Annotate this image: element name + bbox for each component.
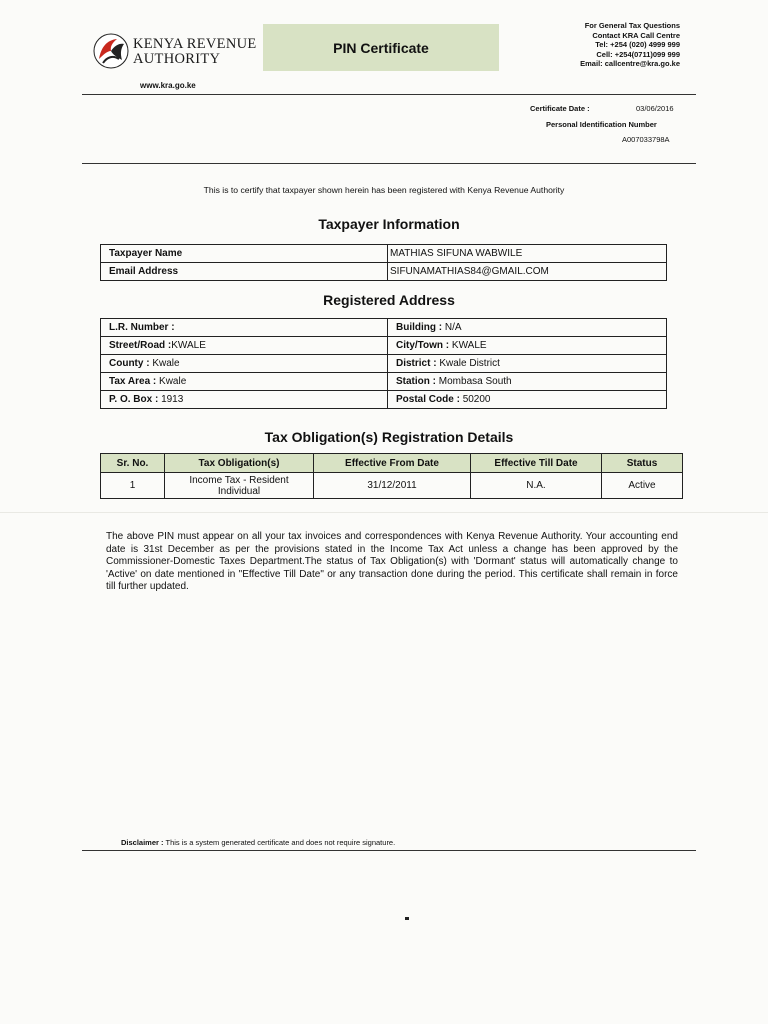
- building-label: Building :: [396, 322, 443, 333]
- sr-no-cell: 1: [101, 473, 165, 499]
- col-header: Effective Till Date: [471, 454, 602, 473]
- org-name: [133, 37, 257, 67]
- contact-block: [520, 21, 680, 69]
- street-label: Street/Road :: [109, 340, 172, 351]
- paper-fold-line: [0, 512, 768, 513]
- taxpayer-heading: Taxpayer Information: [318, 216, 460, 232]
- obligations-table: [100, 453, 683, 499]
- website: www.kra.go.ke: [140, 81, 196, 90]
- postal-code-value: 50200: [462, 394, 491, 405]
- email-value: SIFUNAMATHIAS84@GMAIL.COM: [388, 263, 667, 281]
- table-row: [101, 373, 667, 391]
- obligation-line: Individual: [217, 485, 261, 497]
- table-row: [101, 263, 667, 281]
- pin-label: Personal Identification Number: [546, 120, 657, 129]
- po-box-value: 1913: [161, 394, 184, 405]
- tax-area-value: Kwale: [159, 376, 187, 387]
- section-divider: [82, 163, 696, 164]
- notice-paragraph: The above PIN must appear on all your tax invoices and correspondences with Kenya Revenue Authority. Your accounting end date is 31st December as per the provisions stated in the Income Tax Act unless a change has been approved by the Commissioner-Domestic Taxes Department.The status of Tax Obligation(s) with 'Dormant' status will automatically change to 'Active' on date mentioned in "Effective Till Date" or any transaction done during the period. This certificate shall remain in force till further updated.: [106, 531, 678, 593]
- kra-lion-logo: [93, 33, 129, 69]
- disclaimer-text: This is a system generated certificate and does not require signature.: [165, 838, 396, 847]
- footer-divider: [82, 850, 696, 851]
- disclaimer-label: Disclaimer :: [121, 838, 164, 847]
- tax-area-label: Tax Area :: [109, 376, 157, 387]
- effective-till-cell: N.A.: [471, 473, 602, 499]
- lr-number-label: L.R. Number :: [109, 322, 175, 333]
- org-name-line1: KENYA REVENUE: [133, 36, 257, 52]
- table-row: [101, 473, 683, 499]
- table-row: [101, 337, 667, 355]
- building-value: N/A: [444, 322, 462, 333]
- effective-from-cell: 31/12/2011: [314, 473, 471, 499]
- table-row: [101, 355, 667, 373]
- postal-code-label: Postal Code :: [396, 394, 460, 405]
- district-label: District :: [396, 358, 437, 369]
- obligation-cell: [165, 473, 314, 499]
- org-name-line2: AUTHORITY: [133, 51, 221, 67]
- col-header: Sr. No.: [101, 454, 165, 473]
- contact-line: Tel: +254 (020) 4999 999: [595, 40, 680, 50]
- county-value: Kwale: [152, 358, 180, 369]
- taxpayer-name-label: Taxpayer Name: [101, 245, 388, 263]
- status-cell: Active: [602, 473, 683, 499]
- city-value: KWALE: [451, 340, 487, 351]
- station-label: Station :: [396, 376, 436, 387]
- email-label: Email Address: [101, 263, 388, 281]
- county-label: County :: [109, 358, 150, 369]
- obligations-heading: Tax Obligation(s) Registration Details: [264, 429, 514, 445]
- station-value: Mombasa South: [438, 376, 512, 387]
- header-divider: [82, 94, 696, 95]
- certificate-date-label: Certificate Date :: [530, 104, 590, 113]
- address-heading: Registered Address: [323, 292, 455, 308]
- obligation-line: Income Tax - Resident: [189, 474, 289, 486]
- disclaimer: [121, 838, 395, 847]
- address-table: [100, 318, 667, 409]
- city-label: City/Town :: [396, 340, 450, 351]
- col-header: Tax Obligation(s): [165, 454, 314, 473]
- taxpayer-table: [100, 244, 667, 281]
- table-row: [101, 245, 667, 263]
- table-row: [101, 391, 667, 409]
- page-mark: [405, 917, 409, 920]
- po-box-label: P. O. Box :: [109, 394, 159, 405]
- pin-value: A007033798A: [622, 135, 670, 144]
- district-value: Kwale District: [439, 358, 500, 369]
- col-header: Status: [602, 454, 683, 473]
- document-title: PIN Certificate: [263, 24, 499, 71]
- certificate-date-value: 03/06/2016: [636, 104, 674, 113]
- contact-line: For General Tax Questions: [584, 21, 680, 30]
- contact-line: Email: callcentre@kra.go.ke: [580, 59, 680, 69]
- contact-line: Contact KRA Call Centre: [592, 30, 680, 40]
- contact-line: Cell: +254(0711)099 999: [596, 49, 680, 59]
- col-header: Effective From Date: [314, 454, 471, 473]
- taxpayer-name-value: MATHIAS SIFUNA WABWILE: [388, 245, 667, 263]
- table-row: [101, 319, 667, 337]
- street-value: KWALE: [171, 340, 206, 351]
- table-header-row: [101, 454, 683, 473]
- certify-statement: This is to certify that taxpayer shown herein has been registered with Kenya Revenue Authority: [203, 185, 565, 195]
